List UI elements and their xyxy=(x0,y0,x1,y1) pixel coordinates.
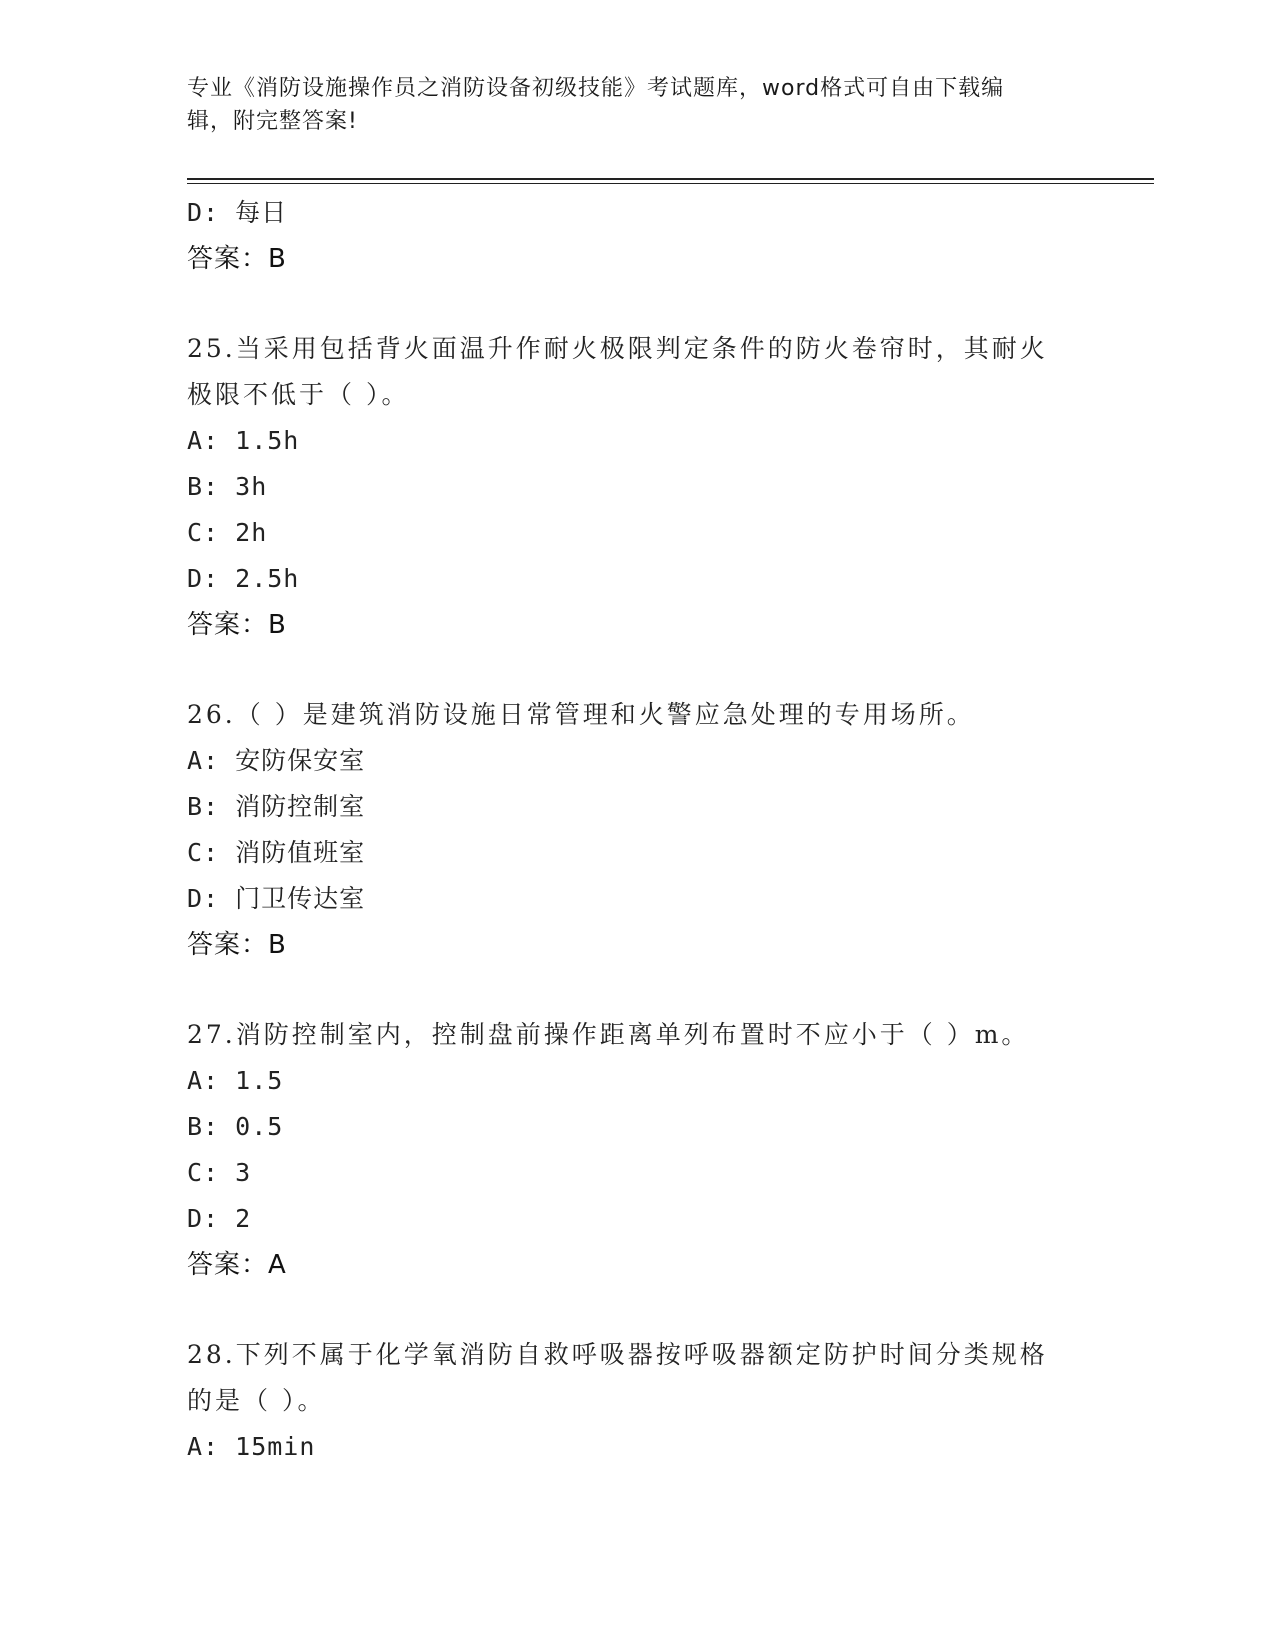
q28-option-a: A: 15min xyxy=(187,1432,316,1461)
question-26 xyxy=(187,692,1087,968)
q24-answer: 答案：B xyxy=(187,244,287,274)
q28-text-line-2: 的是（ ）。 xyxy=(187,1386,326,1415)
q25-text-line-2: 极限不低于（ ）。 xyxy=(187,380,410,409)
header-line-2: 辑，附完整答案! xyxy=(187,109,358,134)
q25-option-c: C: 2h xyxy=(187,518,268,547)
header-divider-thin xyxy=(187,183,1154,184)
document-header xyxy=(187,72,1067,138)
q26-option-b: B: 消防控制室 xyxy=(187,792,366,821)
q25-option-b: B: 3h xyxy=(187,472,268,501)
q26-text-line-1: 26.（ ）是建筑消防设施日常管理和火警应急处理的专用场所。 xyxy=(187,700,975,729)
q24-option-d: D: 每日 xyxy=(187,198,288,227)
header-line-1: 专业《消防设施操作员之消防设备初级技能》考试题库，word格式可自由下载编 xyxy=(187,76,1005,101)
q26-answer: 答案：B xyxy=(187,930,287,960)
question-27 xyxy=(187,1012,1087,1288)
question-28 xyxy=(187,1332,1087,1470)
question-body xyxy=(187,190,1087,1470)
q27-option-a: A: 1.5 xyxy=(187,1066,284,1095)
header-divider-thick xyxy=(187,178,1154,180)
q26-option-a: A: 安防保安室 xyxy=(187,746,366,775)
q25-text-line-1: 25.当采用包括背火面温升作耐火极限判定条件的防火卷帘时，其耐火 xyxy=(187,334,1048,363)
q25-option-d: D: 2.5h xyxy=(187,564,300,593)
question-25 xyxy=(187,326,1087,648)
q27-option-d: D: 2 xyxy=(187,1204,252,1233)
q26-option-d: D: 门卫传达室 xyxy=(187,884,366,913)
q27-option-b: B: 0.5 xyxy=(187,1112,284,1141)
q25-answer: 答案：B xyxy=(187,610,287,640)
q27-answer: 答案：A xyxy=(187,1250,287,1280)
q27-text-line-1: 27.消防控制室内，控制盘前操作距离单列布置时不应小于（ ）m。 xyxy=(187,1020,1030,1049)
q27-option-c: C: 3 xyxy=(187,1158,252,1187)
q26-option-c: C: 消防值班室 xyxy=(187,838,366,867)
q28-text-line-1: 28.下列不属于化学氧消防自救呼吸器按呼吸器额定防护时间分类规格 xyxy=(187,1340,1048,1369)
q25-option-a: A: 1.5h xyxy=(187,426,300,455)
